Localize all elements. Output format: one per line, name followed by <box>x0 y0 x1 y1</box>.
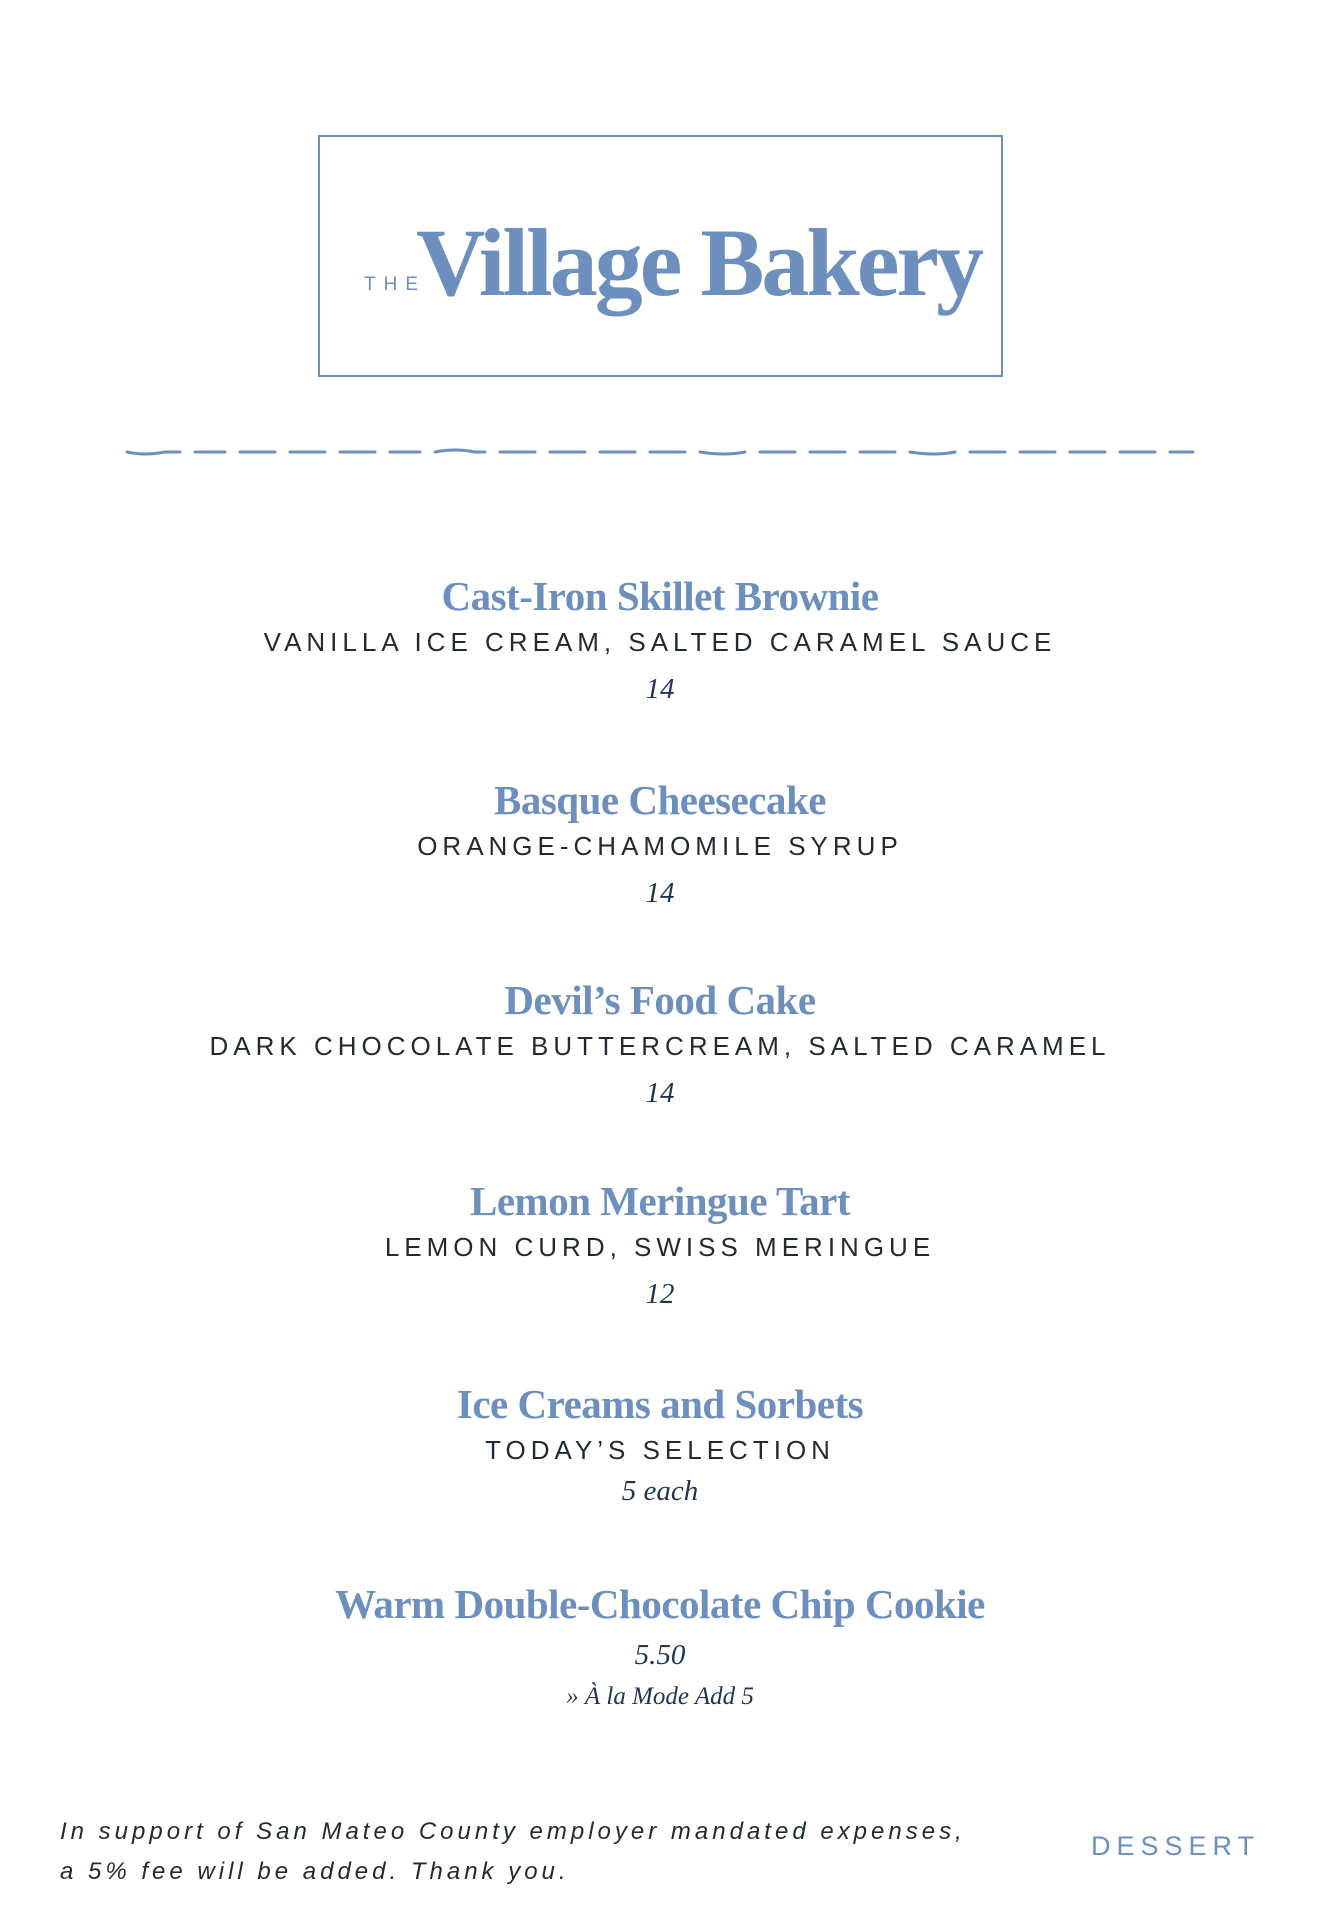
item-name: Cast-Iron Skillet Brownie <box>441 573 879 619</box>
item-description: ORANGE-CHAMOMILE SYRUP <box>417 831 903 861</box>
item-name: Ice Creams and Sorbets <box>456 1381 864 1427</box>
item-description: DARK CHOCOLATE BUTTERCREAM, SALTED CARAMEL <box>209 1031 1111 1061</box>
item-price: 5.50 <box>634 1639 686 1671</box>
item-name: Basque Cheesecake <box>493 777 826 823</box>
fee-notice-line: a 5% fee will be added. Thank you. <box>60 1858 570 1885</box>
item-price: 5 each <box>621 1475 699 1507</box>
item-description: VANILLA ICE CREAM, SALTED CARAMEL SAUCE <box>263 627 1057 657</box>
menu-item <box>0 572 1320 706</box>
item-price: 12 <box>645 1278 675 1310</box>
menu-item <box>0 1177 1320 1311</box>
fee-notice <box>60 1812 1020 1892</box>
item-name: Lemon Meringue Tart <box>470 1178 850 1224</box>
item-description: TODAY’S SELECTION <box>485 1435 835 1465</box>
item-name: Devil’s Food Cake <box>504 977 816 1023</box>
item-description: LEMON CURD, SWISS MERINGUE <box>384 1232 936 1262</box>
item-price: 14 <box>645 1077 675 1109</box>
menu-item <box>0 1380 1320 1508</box>
wavy-divider <box>125 440 1195 464</box>
fee-notice-line: In support of San Mateo County employer mandated expenses, <box>60 1818 966 1845</box>
item-price: 14 <box>645 877 675 909</box>
logo <box>318 135 1003 377</box>
item-price: 14 <box>645 673 675 705</box>
item-addon: » À la Mode Add 5 <box>566 1683 754 1710</box>
section-label: DESSERT <box>1090 1831 1260 1861</box>
menu-item <box>0 776 1320 910</box>
logo-name: Village Bakery <box>416 209 982 316</box>
menu-item <box>0 1580 1320 1712</box>
menu-item <box>0 976 1320 1110</box>
logo-the: THE <box>364 274 426 295</box>
item-name: Warm Double-Chocolate Chip Cookie <box>335 1581 985 1627</box>
